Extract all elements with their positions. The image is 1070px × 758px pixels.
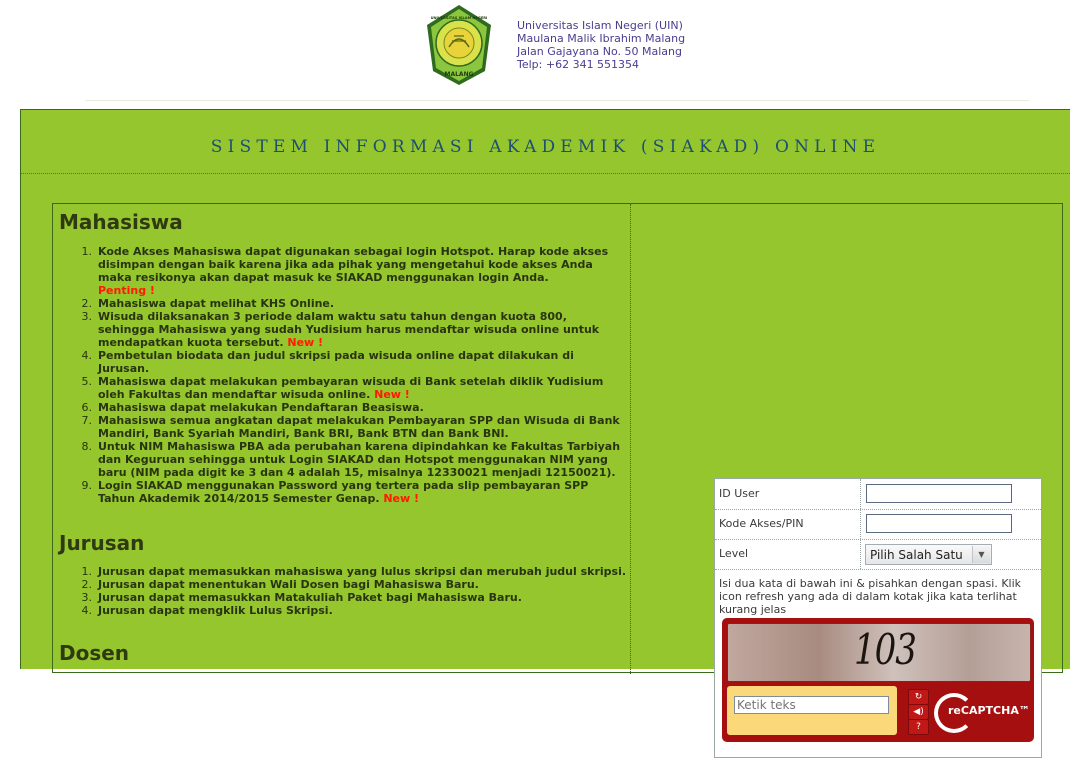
captcha-input-box [727, 686, 897, 735]
list-item-number: 8. [81, 440, 92, 453]
list-item-number: 1. [81, 245, 92, 258]
list-item-number: 4. [81, 349, 92, 362]
site-title: SISTEM INFORMASI AKADEMIK (SIAKAD) ONLINE [210, 137, 881, 157]
list-item [59, 440, 627, 479]
list-item-text: Mahasiswa dapat melihat KHS Online. [98, 297, 335, 310]
list-item-text: Untuk NIM Mahasiswa PBA ada perubahan karena dipindahkan ke Fakultas Tarbiyah dan Keguruan sehingga untuk Login SIAKAD dan Hotspot menggunakan NIM yang baru (NIM pada digit ke 3 dan 4 adalah 15, misalnya 12330021 menjadi 12150021). [98, 440, 621, 479]
list-item [59, 245, 627, 297]
section-title-dosen: Dosen [59, 641, 130, 665]
row-separator [860, 539, 861, 569]
id-user-row [715, 479, 1041, 510]
pin-input[interactable] [866, 514, 1012, 533]
title-bar [21, 110, 1070, 174]
list-item [59, 349, 627, 375]
list-item [59, 565, 627, 578]
level-row [715, 539, 1041, 570]
university-logo [423, 3, 495, 87]
institution-info [517, 19, 685, 71]
captcha-image [727, 623, 1031, 682]
logo-top-text: UNIVERSITAS ISLAM NEGERI [430, 16, 488, 20]
audio-icon[interactable]: ◀) [908, 704, 929, 720]
logo-bottom-text: MALANG [444, 71, 474, 78]
section-title-jurusan: Jurusan [59, 531, 145, 555]
list-item-text: Jurusan dapat memasukkan Matakuliah Paket bagi Mahasiswa Baru. [98, 591, 522, 604]
status-badge: New ! [287, 336, 324, 349]
list-item-text: Kode Akses Mahasiswa dapat digunakan sebagai login Hotspot. Harap kode akses disimpan dengan baik karena jika ada pihak yang mengetahui kode akses Anda maka resikonya akan dapat masuk ke SIAKAD menggunakan login Anda. [98, 245, 609, 284]
recaptcha-widget [722, 618, 1034, 742]
list-item-text: Jurusan dapat menentukan Wali Dosen bagi Mahasiswa Baru. [98, 578, 479, 591]
list-item-number: 3. [81, 591, 92, 604]
institution-line: Maulana Malik Ibrahim Malang [517, 32, 686, 45]
institution-line: Universitas Islam Negeri (UIN) [517, 19, 683, 32]
list-item-number: 5. [81, 375, 92, 388]
list-item [59, 297, 627, 310]
list-item [59, 401, 627, 414]
captcha-word: 103 [854, 625, 916, 675]
help-icon[interactable]: ? [908, 719, 929, 735]
header-divider [85, 100, 1029, 101]
level-selected-value: Pilih Salah Satu [870, 548, 963, 562]
id-user-input[interactable] [866, 484, 1012, 503]
row-separator [860, 509, 861, 539]
status-badge: New ! [374, 388, 410, 401]
header [0, 0, 1070, 100]
list-item-number: 3. [81, 310, 92, 323]
list-item [59, 604, 627, 617]
list-item-text: Jurusan dapat memasukkan mahasiswa yang lulus skripsi dan merubah judul skripsi. [98, 565, 627, 578]
list-item-text: Pembetulan biodata dan judul skripsi pada wisuda online dapat dilakukan di Jurusan. [98, 349, 574, 375]
login-form [714, 478, 1042, 758]
row-separator [860, 479, 861, 509]
list-item-text: Mahasiswa dapat melakukan Pendaftaran Beasiswa. [98, 401, 424, 414]
level-label: Level [719, 547, 749, 560]
refresh-icon[interactable]: ↻ [908, 689, 929, 705]
pin-row [715, 509, 1041, 540]
list-item-number: 7. [81, 414, 92, 427]
list-item-number: 4. [81, 604, 92, 617]
institution-line: Jalan Gajayana No. 50 Malang [517, 45, 683, 58]
chevron-down-icon[interactable]: ▼ [972, 546, 990, 563]
list-item [59, 375, 627, 401]
section-title-mahasiswa: Mahasiswa [59, 210, 183, 234]
content-box [52, 203, 1063, 732]
captcha-input[interactable] [734, 696, 889, 714]
id-user-label: ID User [719, 487, 760, 500]
level-select[interactable] [865, 544, 992, 565]
captcha-help-text: Isi dua kata di bawah ini & pisahkan dengan spasi. Klik icon refresh yang ada di dalam kotak jika kata terlihat kurang jelas [719, 577, 1022, 616]
list-item-text: Wisuda dilaksanakan 3 periode dalam waktu satu tahun dengan kuota 800, sehingga Mahasiswa yang sudah Yudisium harus mendaftar wisuda online untuk mendapatkan kuota tersebut. [98, 310, 600, 349]
list-item-text: Mahasiswa semua angkatan dapat melakukan Pembayaran SPP dan Wisuda di Bank Mandiri, Bank Syariah Mandiri, Bank BRI, Bank BTN dan Bank BNI. [98, 414, 620, 440]
list-item [59, 591, 627, 604]
list-item-number: 9. [81, 479, 92, 492]
recaptcha-brand: reCAPTCHA™ [948, 704, 1030, 717]
institution-line: Telp: +62 341 551354 [517, 58, 640, 71]
list-item [59, 479, 627, 505]
list-item-text: Mahasiswa dapat melakukan pembayaran wisuda di Bank setelah diklik Yudisium oleh Fakultas dan mendaftar wisuda online. [98, 375, 604, 401]
list-item-number: 2. [81, 297, 92, 310]
list-item-number: 2. [81, 578, 92, 591]
list-item [59, 310, 627, 349]
list-item-number: 1. [81, 565, 92, 578]
list-item-number: 6. [81, 401, 92, 414]
list-item [59, 578, 627, 591]
announcements-column [53, 204, 631, 674]
main-panel [20, 109, 1070, 732]
list-item-text: Jurusan dapat mengklik Lulus Skripsi. [98, 604, 333, 617]
status-badge: New ! [383, 492, 420, 505]
list-item [59, 414, 627, 440]
mahasiswa-list [59, 245, 627, 505]
status-badge: Penting ! [98, 284, 155, 297]
pin-label: Kode Akses/PIN [719, 517, 804, 530]
jurusan-list [59, 565, 627, 617]
list-item-text: Login SIAKAD menggunakan Password yang tertera pada slip pembayaran SPP Tahun Akademik 2014/2015 Semester Genap. [98, 479, 589, 505]
